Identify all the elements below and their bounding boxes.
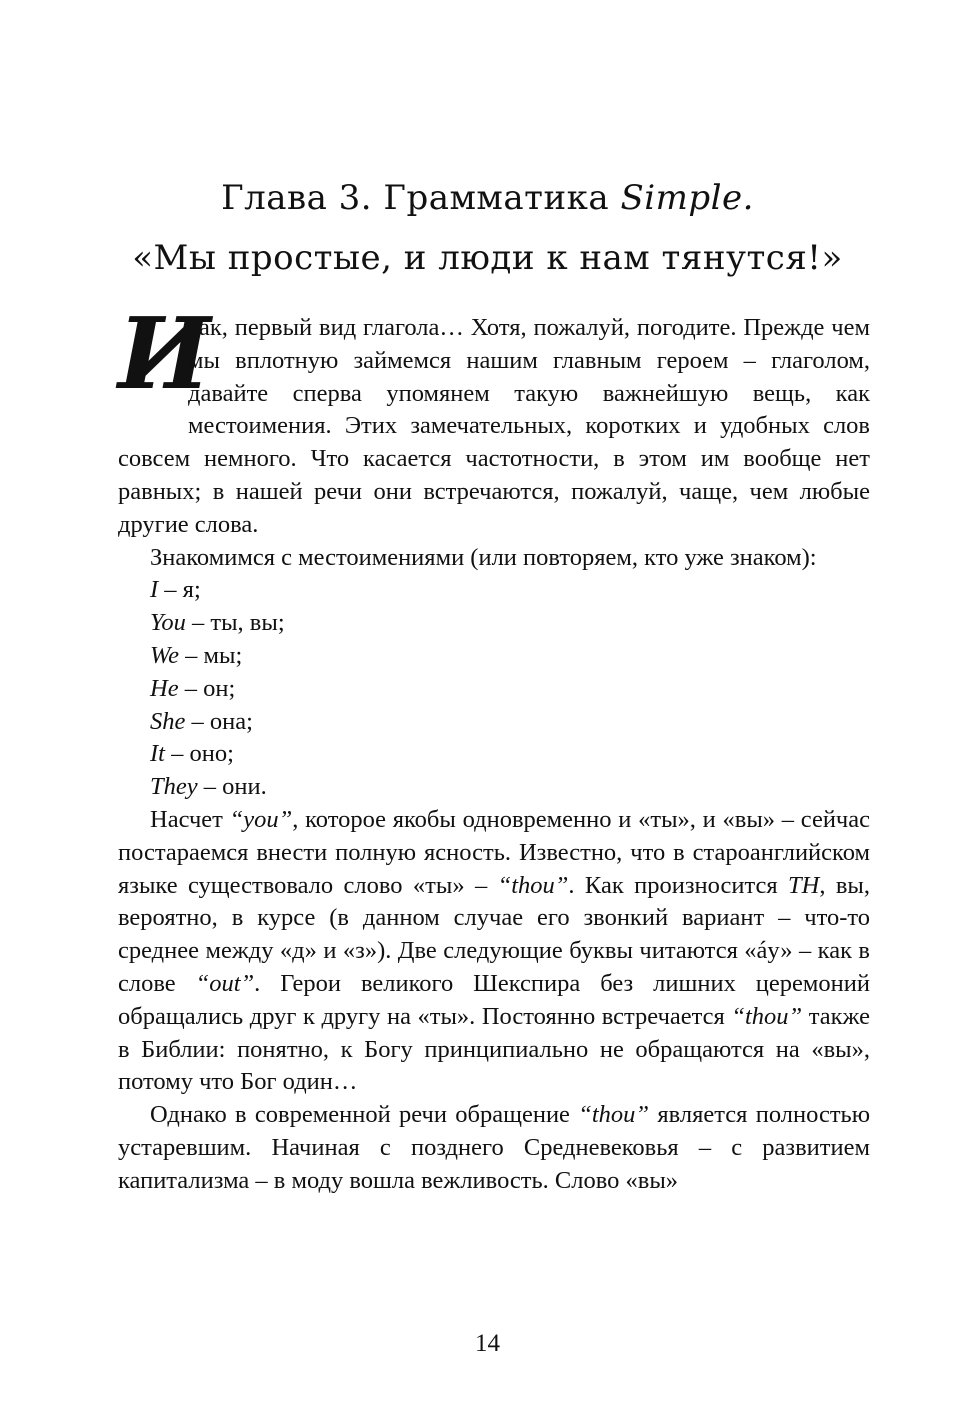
pronoun-ru: – она;	[185, 707, 253, 735]
chapter-subtitle: «Мы простые, и люди к нам тянутся!»	[132, 238, 843, 278]
pronoun-en: It	[150, 740, 165, 768]
text-run: также в Библии: понятно, к Богу принципиально не обращаются на «вы», потому что Бог один…	[118, 1002, 870, 1096]
text-run: , вы, вероятно, в курсе (в данном случае его звонкий вариант – что-то среднее между «д» и «з»). Две следующие буквы читаются «áу» – как в слове	[118, 871, 871, 997]
text-run: , которое якобы одновременно и «ты», и «вы» – сейчас постараемся внести полную ясность. Известно, что в староанглийском языке существовало слово «ты» –	[118, 805, 871, 899]
english-word: TH	[788, 871, 820, 899]
intro-paragraph	[118, 297, 870, 542]
pronoun-en: He	[150, 674, 179, 702]
pronoun-en: She	[150, 707, 186, 735]
pronoun-en: I	[150, 576, 159, 604]
pronoun-ru: – он;	[178, 674, 236, 702]
pronoun-item	[118, 574, 870, 607]
pronoun-item	[118, 738, 870, 771]
pronoun-ru: – они.	[197, 773, 267, 801]
chapter-title-simple: Simple.	[620, 178, 754, 218]
english-word: “thou”	[497, 871, 569, 899]
chapter-title-text: Глава 3. Грамматика	[221, 178, 621, 218]
pronoun-ru: – я;	[158, 576, 201, 604]
english-word: “out”	[195, 969, 255, 997]
pronoun-item	[118, 607, 870, 640]
pronoun-en: We	[150, 641, 180, 669]
text-run: . Герои великого Шекспира без лишних церемоний обращались друг к другу на «ты». Постоянно встречается	[118, 969, 870, 1030]
thou-paragraph	[118, 804, 870, 1099]
pronoun-item	[118, 771, 870, 804]
pronoun-en: They	[150, 773, 198, 801]
pronouns-intro-paragraph: Знакомимся с местоимениями (или повторяем, кто уже знаком):	[150, 543, 817, 571]
pronoun-ru: – оно;	[164, 740, 234, 768]
pronoun-ru: – ты, вы;	[185, 609, 285, 637]
text-run: является полностью устаревшим. Начиная с позднего Средневековья – с развитием капитализма – в моду вошла вежливость. Слово «вы»	[118, 1101, 871, 1194]
english-word: “thou”	[578, 1101, 650, 1129]
pronoun-item	[118, 706, 870, 739]
text-run: Однако в современной речи обращение	[150, 1101, 579, 1129]
pronoun-item	[118, 640, 870, 673]
body-text	[118, 297, 871, 1198]
text-run: . Как произносится	[568, 871, 789, 899]
english-word: “thou”	[731, 1002, 803, 1030]
pronoun-en: You	[150, 609, 186, 637]
page-number: 14	[475, 1330, 500, 1357]
intro-text: так, первый вид глагола… Хотя, пожалуй, погодите. Прежде чем мы вплотную займемся нашим главным героем – глаголом, давайте сперва упомянем такую важнейшую вещь, как местоимения. Этих замечательных, коротких и удобных слов совсем немного. Что касается частотности, в этом им вообще нет равных; в нашей речи они встречаются, пожалуй, чаще, чем любые другие слова.	[118, 314, 870, 538]
drop-cap: И	[118, 297, 211, 412]
pronoun-ru: – мы;	[179, 641, 243, 669]
chapter-title	[100, 178, 875, 218]
text-run: Насчет	[150, 805, 230, 833]
english-word: “you”	[229, 805, 293, 833]
pronoun-item	[118, 673, 870, 706]
modern-speech-paragraph	[118, 1099, 870, 1197]
